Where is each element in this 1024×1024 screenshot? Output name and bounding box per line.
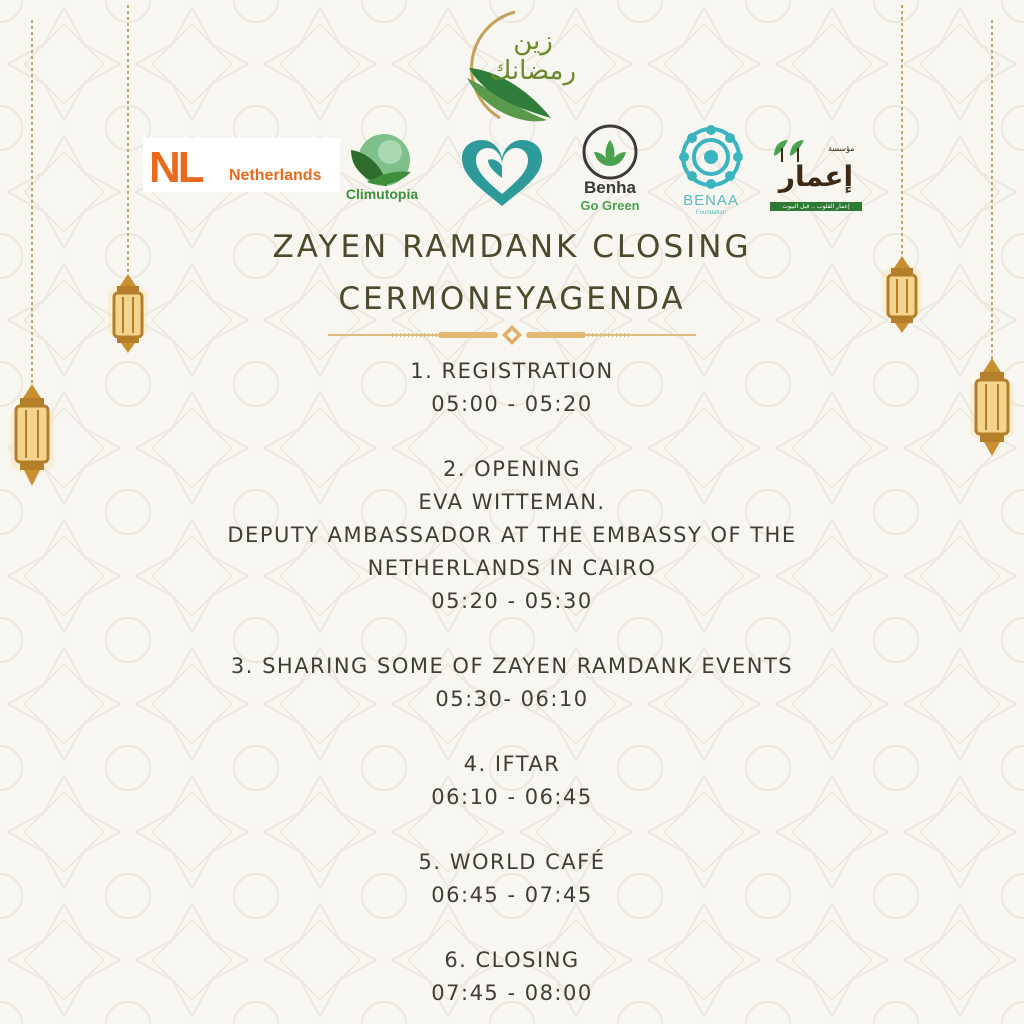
agenda-item-time: 06:45 - 07:45 xyxy=(431,883,593,907)
agenda-item-registration xyxy=(0,355,1024,421)
zayen-ramadank-logo xyxy=(455,8,585,126)
agenda-item-title: 4. IFTAR xyxy=(463,752,561,776)
agenda-list xyxy=(0,355,1024,1010)
benha-text: Benha xyxy=(584,178,636,197)
agenda-item-title: 5. WORLD CAFÉ xyxy=(418,850,606,874)
agenda-item-time: 05:30- 06:10 xyxy=(435,687,589,711)
emaar-name-text: إعمار xyxy=(778,160,854,193)
foundation-text: Foundation xyxy=(695,210,727,216)
agenda-item-time: 05:00 - 05:20 xyxy=(431,392,593,416)
nl-mark: NL xyxy=(149,143,202,192)
agenda-item-title: 1. REGISTRATION xyxy=(410,359,614,383)
agenda-item-sharing-events xyxy=(0,650,1024,716)
agenda-item-time: 05:20 - 05:30 xyxy=(431,589,593,613)
agenda-item-closing xyxy=(0,944,1024,1010)
benaa-text: BENAA xyxy=(683,192,739,209)
agenda-item-speaker-role: DEPUTY AMBASSADOR AT THE EMBASSY OF THE xyxy=(227,523,797,547)
agenda-item-iftar xyxy=(0,748,1024,814)
page-title-line2: CERMONEYAGENDA xyxy=(338,281,686,317)
agenda-item-title: 6. CLOSING xyxy=(444,948,580,972)
emaar-foundation-logo xyxy=(766,134,866,214)
benaa-foundation-logo xyxy=(674,124,748,220)
agenda-item-opening xyxy=(0,453,1024,618)
gold-divider-ornament xyxy=(328,323,696,347)
agenda-item-title: 3. SHARING SOME OF ZAYEN RAMDANK EVENTS xyxy=(230,654,794,678)
agenda-item-title: 2. OPENING xyxy=(442,457,582,481)
climutopia-text: Climutopia xyxy=(345,186,419,202)
agenda-item-speaker-role-cont: NETHERLANDS IN CAIRO xyxy=(367,556,657,580)
go-green-text: Go Green xyxy=(580,198,640,213)
emaar-tagline: إعمار القلوب .. قبل البيوت xyxy=(770,202,862,211)
agenda-item-world-cafe xyxy=(0,846,1024,912)
netherlands-logo xyxy=(143,138,340,192)
agenda-item-speaker: EVA WITTEMAN. xyxy=(418,490,606,514)
benha-go-green-logo xyxy=(570,122,650,218)
page-title-line1: ZAYEN RAMDANK CLOSING xyxy=(272,229,752,265)
climutopia-logo xyxy=(337,130,427,210)
heart-logo-icon xyxy=(458,138,546,210)
agenda-item-time: 07:45 - 08:00 xyxy=(431,981,593,1005)
agenda-item-time: 06:10 - 06:45 xyxy=(431,785,593,809)
netherlands-text: Netherlands xyxy=(229,167,322,184)
zayen-arabic-text: زين رمضانك xyxy=(489,26,577,86)
emaar-small-text: مؤسسة xyxy=(828,144,855,153)
